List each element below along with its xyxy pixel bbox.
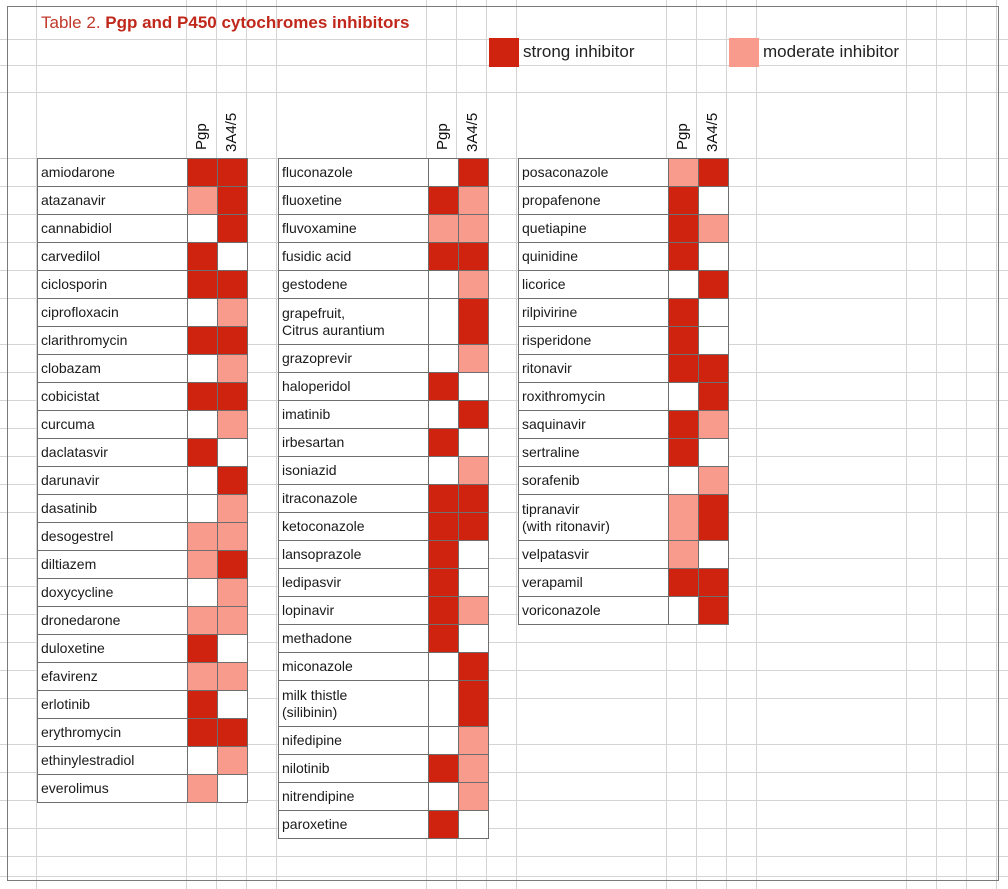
pgp-inhibition-cell[interactable] — [668, 410, 699, 439]
drug-name: erlotinib — [41, 696, 91, 712]
drug-name-cell[interactable] — [278, 754, 429, 783]
table-title-prefix: Table 2. — [41, 13, 106, 32]
pgp-inhibition-cell[interactable] — [187, 214, 218, 243]
drug-name: sorafenib — [522, 472, 580, 488]
pgp-inhibition-cell[interactable] — [428, 456, 459, 485]
cyp3a4-inhibition-cell[interactable] — [458, 484, 489, 513]
drug-name: clobazam — [41, 360, 101, 376]
cyp3a4-inhibition-cell[interactable] — [458, 400, 489, 429]
drug-name-cell[interactable] — [37, 438, 188, 467]
table-title — [41, 13, 409, 33]
cyp3a4-inhibition-cell[interactable] — [217, 158, 248, 187]
drug-name-cell[interactable] — [518, 596, 669, 625]
cyp3a4-inhibition-cell[interactable] — [458, 186, 489, 215]
pgp-inhibition-cell[interactable] — [668, 382, 699, 411]
pgp-inhibition-cell[interactable] — [187, 578, 218, 607]
drug-name-cell[interactable] — [278, 298, 429, 345]
drug-name: duloxetine — [41, 640, 105, 656]
cyp3a4-inhibition-cell[interactable] — [217, 522, 248, 551]
pgp-inhibition-cell[interactable] — [428, 810, 459, 839]
drug-name-cell[interactable] — [278, 540, 429, 569]
cyp3a4-inhibition-cell[interactable] — [458, 344, 489, 373]
drug-name: propafenone — [522, 192, 601, 208]
pgp-inhibition-cell[interactable] — [187, 410, 218, 439]
column-header-pgp: Pgp — [434, 123, 451, 150]
pgp-inhibition-cell[interactable] — [428, 568, 459, 597]
pgp-inhibition-cell[interactable] — [187, 298, 218, 327]
pgp-inhibition-cell[interactable] — [428, 484, 459, 513]
drug-name-cell[interactable] — [37, 270, 188, 299]
cyp3a4-inhibition-cell[interactable] — [217, 550, 248, 579]
pgp-inhibition-cell[interactable] — [187, 746, 218, 775]
drug-name: dasatinib — [41, 500, 98, 516]
drug-name: darunavir — [41, 472, 100, 488]
drug-name-cell[interactable] — [278, 680, 429, 727]
cyp3a4-inhibition-cell[interactable] — [458, 158, 489, 187]
cyp3a4-inhibition-cell[interactable] — [458, 624, 489, 653]
drug-name: fluvoxamine — [282, 220, 357, 236]
pgp-inhibition-cell[interactable] — [187, 158, 218, 187]
drug-name-cell[interactable] — [518, 326, 669, 355]
drug-name-cell[interactable] — [518, 242, 669, 271]
drug-name-cell[interactable] — [518, 214, 669, 243]
cyp3a4-inhibition-cell[interactable] — [458, 596, 489, 625]
pgp-inhibition-cell[interactable] — [668, 596, 699, 625]
drug-name: desogestrel — [41, 528, 114, 544]
pgp-inhibition-cell[interactable] — [187, 270, 218, 299]
drug-name: clarithromycin — [41, 332, 128, 348]
pgp-inhibition-cell[interactable] — [428, 344, 459, 373]
drug-name: posaconazole — [522, 164, 609, 180]
cyp3a4-inhibition-cell[interactable] — [698, 540, 729, 569]
cyp3a4-inhibition-cell[interactable] — [458, 652, 489, 681]
pgp-inhibition-cell[interactable] — [187, 466, 218, 495]
drug-name-cell[interactable] — [278, 596, 429, 625]
pgp-inhibition-cell[interactable] — [187, 382, 218, 411]
drug-name: fusidic acid — [282, 248, 352, 264]
drug-name-cell[interactable] — [518, 354, 669, 383]
drug-name-cell[interactable] — [37, 466, 188, 495]
cyp3a4-inhibition-cell[interactable] — [698, 438, 729, 467]
cyp3a4-inhibition-cell[interactable] — [698, 158, 729, 187]
drug-name-cell[interactable] — [278, 456, 429, 485]
drug-name: ledipasvir — [282, 574, 342, 590]
drug-name-cell[interactable] — [37, 214, 188, 243]
cyp3a4-inhibition-cell[interactable] — [217, 634, 248, 663]
drug-name-cell[interactable] — [37, 354, 188, 383]
drug-name-line2: (silibinin) — [282, 703, 338, 720]
pgp-inhibition-cell[interactable] — [668, 466, 699, 495]
drug-name-cell[interactable] — [278, 270, 429, 299]
drug-name: fluoxetine — [282, 192, 342, 208]
drug-name: cannabidiol — [41, 220, 112, 236]
drug-name: milk thistle — [282, 686, 348, 703]
cyp3a4-inhibition-cell[interactable] — [458, 726, 489, 755]
cyp3a4-inhibition-cell[interactable] — [217, 186, 248, 215]
pgp-inhibition-cell[interactable] — [668, 354, 699, 383]
drug-name-cell[interactable] — [518, 298, 669, 327]
drug-name-cell[interactable] — [37, 298, 188, 327]
pgp-inhibition-cell[interactable] — [668, 326, 699, 355]
drug-name-line2: (with ritonavir) — [522, 517, 610, 534]
drug-name: imatinib — [282, 406, 331, 422]
cyp3a4-inhibition-cell[interactable] — [217, 718, 248, 747]
drug-name-cell[interactable] — [518, 410, 669, 439]
drug-name: quetiapine — [522, 220, 587, 236]
drug-name: miconazole — [282, 658, 353, 674]
drug-name: curcuma — [41, 416, 95, 432]
cyp3a4-inhibition-cell[interactable] — [217, 214, 248, 243]
cyp3a4-inhibition-cell[interactable] — [458, 242, 489, 271]
cyp3a4-inhibition-cell[interactable] — [698, 568, 729, 597]
drug-name-cell[interactable] — [278, 652, 429, 681]
drug-name: quinidine — [522, 248, 579, 264]
drug-name: lansoprazole — [282, 546, 362, 562]
pgp-inhibition-cell[interactable] — [668, 568, 699, 597]
cyp3a4-inhibition-cell[interactable] — [698, 382, 729, 411]
drug-name: licorice — [522, 276, 566, 292]
drug-name-cell[interactable] — [518, 438, 669, 467]
cyp3a4-inhibition-cell[interactable] — [217, 606, 248, 635]
pgp-inhibition-cell[interactable] — [187, 634, 218, 663]
drug-name-cell[interactable] — [37, 690, 188, 719]
pgp-inhibition-cell[interactable] — [668, 158, 699, 187]
drug-name-cell[interactable] — [37, 662, 188, 691]
pgp-inhibition-cell[interactable] — [428, 652, 459, 681]
drug-name-cell[interactable] — [518, 540, 669, 569]
drug-name: risperidone — [522, 332, 592, 348]
pgp-inhibition-cell[interactable] — [428, 428, 459, 457]
drug-name-cell[interactable] — [37, 382, 188, 411]
column-header-pgp: Pgp — [193, 123, 210, 150]
pgp-inhibition-cell[interactable] — [428, 596, 459, 625]
cyp3a4-inhibition-cell[interactable] — [458, 512, 489, 541]
pgp-inhibition-cell[interactable] — [428, 214, 459, 243]
pgp-inhibition-cell[interactable] — [187, 242, 218, 271]
drug-name-cell[interactable] — [37, 634, 188, 663]
cyp3a4-inhibition-cell[interactable] — [217, 466, 248, 495]
drug-name-cell[interactable] — [37, 410, 188, 439]
drug-name: dronedarone — [41, 612, 121, 628]
cyp3a4-inhibition-cell[interactable] — [698, 410, 729, 439]
drug-name: doxycycline — [41, 584, 114, 600]
cyp3a4-inhibition-cell[interactable] — [698, 494, 729, 541]
drug-name: cobicistat — [41, 388, 100, 404]
pgp-inhibition-cell[interactable] — [428, 242, 459, 271]
drug-name: verapamil — [522, 574, 583, 590]
pgp-inhibition-cell[interactable] — [428, 298, 459, 345]
cyp3a4-inhibition-cell[interactable] — [698, 242, 729, 271]
drug-name-cell[interactable] — [37, 186, 188, 215]
pgp-inhibition-cell[interactable] — [187, 494, 218, 523]
drug-name: nifedipine — [282, 732, 342, 748]
cyp3a4-inhibition-cell[interactable] — [698, 354, 729, 383]
cyp3a4-inhibition-cell[interactable] — [458, 568, 489, 597]
drug-name-cell[interactable] — [37, 158, 188, 187]
drug-name-cell[interactable] — [37, 522, 188, 551]
cyp3a4-inhibition-cell[interactable] — [458, 372, 489, 401]
pgp-inhibition-cell[interactable] — [668, 214, 699, 243]
pgp-inhibition-cell[interactable] — [187, 354, 218, 383]
drug-name: fluconazole — [282, 164, 353, 180]
drug-name: ciclosporin — [41, 276, 108, 292]
cyp3a4-inhibition-cell[interactable] — [458, 540, 489, 569]
drug-name: erythromycin — [41, 724, 122, 740]
drug-name-cell[interactable] — [278, 372, 429, 401]
pgp-inhibition-cell[interactable] — [668, 186, 699, 215]
cyp3a4-inhibition-cell[interactable] — [458, 298, 489, 345]
drug-name-cell[interactable] — [278, 344, 429, 373]
drug-name: ciprofloxacin — [41, 304, 119, 320]
column-header-pgp: Pgp — [674, 123, 691, 150]
pgp-inhibition-cell[interactable] — [668, 270, 699, 299]
drug-name: ritonavir — [522, 360, 572, 376]
cyp3a4-inhibition-cell[interactable] — [698, 270, 729, 299]
pgp-inhibition-cell[interactable] — [428, 512, 459, 541]
cyp3a4-inhibition-cell[interactable] — [458, 214, 489, 243]
cyp3a4-inhibition-cell[interactable] — [217, 354, 248, 383]
legend-strong-label: strong inhibitor — [523, 42, 635, 61]
cyp3a4-inhibition-cell[interactable] — [698, 298, 729, 327]
drug-name: voriconazole — [522, 602, 601, 618]
drug-name-cell[interactable] — [278, 726, 429, 755]
drug-name-cell[interactable] — [278, 810, 429, 839]
drug-name: roxithromycin — [522, 388, 606, 404]
drug-name: daclatasvir — [41, 444, 108, 460]
legend-moderate-label: moderate inhibitor — [763, 42, 900, 61]
pgp-inhibition-cell[interactable] — [187, 718, 218, 747]
drug-name: atazanavir — [41, 192, 106, 208]
drug-name-cell[interactable] — [518, 568, 669, 597]
drug-name-cell[interactable] — [518, 270, 669, 299]
table-title-main: Pgp and P450 cytochromes inhibitors — [105, 13, 410, 32]
legend-moderate-swatch — [729, 38, 759, 67]
drug-name: irbesartan — [282, 434, 345, 450]
pgp-inhibition-cell[interactable] — [187, 690, 218, 719]
pgp-inhibition-cell[interactable] — [187, 186, 218, 215]
cyp3a4-inhibition-cell[interactable] — [217, 410, 248, 439]
cyp3a4-inhibition-cell[interactable] — [217, 298, 248, 327]
pgp-inhibition-cell[interactable] — [428, 540, 459, 569]
cyp3a4-inhibition-cell[interactable] — [458, 754, 489, 783]
drug-name: nitrendipine — [282, 788, 355, 804]
drug-name-cell[interactable] — [37, 718, 188, 747]
drug-name-cell[interactable] — [278, 568, 429, 597]
drug-name: haloperidol — [282, 378, 351, 394]
drug-name-cell[interactable] — [518, 382, 669, 411]
cyp3a4-inhibition-cell[interactable] — [217, 270, 248, 299]
pgp-inhibition-cell[interactable] — [668, 494, 699, 541]
cyp3a4-inhibition-cell[interactable] — [217, 326, 248, 355]
drug-name-cell[interactable] — [518, 158, 669, 187]
pgp-inhibition-cell[interactable] — [668, 298, 699, 327]
drug-name-cell[interactable] — [37, 578, 188, 607]
cyp3a4-inhibition-cell[interactable] — [217, 746, 248, 775]
pgp-inhibition-cell[interactable] — [187, 326, 218, 355]
cyp3a4-inhibition-cell[interactable] — [217, 382, 248, 411]
drug-name-cell[interactable] — [37, 746, 188, 775]
drug-name-cell[interactable] — [278, 214, 429, 243]
cyp3a4-inhibition-cell[interactable] — [458, 680, 489, 727]
cyp3a4-inhibition-cell[interactable] — [458, 270, 489, 299]
drug-name: grapefruit, — [282, 304, 346, 321]
drug-name-cell[interactable] — [278, 186, 429, 215]
pgp-inhibition-cell[interactable] — [668, 438, 699, 467]
drug-name: carvedilol — [41, 248, 101, 264]
pgp-inhibition-cell[interactable] — [428, 754, 459, 783]
column-header-cyp3a4: 3A4/5 — [223, 112, 240, 152]
drug-name: sertraline — [522, 444, 580, 460]
drug-name: tipranavir — [522, 500, 580, 517]
cyp3a4-inhibition-cell[interactable] — [698, 186, 729, 215]
drug-name: methadone — [282, 630, 353, 646]
cyp3a4-inhibition-cell[interactable] — [217, 774, 248, 803]
drug-name-cell[interactable] — [278, 158, 429, 187]
pgp-inhibition-cell[interactable] — [187, 606, 218, 635]
column-header-cyp3a4: 3A4/5 — [704, 112, 721, 152]
drug-name-cell[interactable] — [37, 606, 188, 635]
drug-name-cell[interactable] — [37, 550, 188, 579]
drug-name: paroxetine — [282, 816, 348, 832]
pgp-inhibition-cell[interactable] — [428, 624, 459, 653]
pgp-inhibition-cell[interactable] — [187, 774, 218, 803]
cyp3a4-inhibition-cell[interactable] — [458, 810, 489, 839]
legend-strong-swatch — [489, 38, 519, 67]
drug-name-cell[interactable] — [278, 428, 429, 457]
cyp3a4-inhibition-cell[interactable] — [698, 326, 729, 355]
pgp-inhibition-cell[interactable] — [187, 662, 218, 691]
drug-name-cell[interactable] — [518, 186, 669, 215]
cyp3a4-inhibition-cell[interactable] — [458, 428, 489, 457]
cyp3a4-inhibition-cell[interactable] — [217, 690, 248, 719]
drug-name-cell[interactable] — [278, 242, 429, 271]
pgp-inhibition-cell[interactable] — [428, 186, 459, 215]
drug-name: nilotinib — [282, 760, 330, 776]
cyp3a4-inhibition-cell[interactable] — [217, 242, 248, 271]
pgp-inhibition-cell[interactable] — [428, 400, 459, 429]
column-header-cyp3a4: 3A4/5 — [464, 112, 481, 152]
drug-name: diltiazem — [41, 556, 97, 572]
drug-name: itraconazole — [282, 490, 358, 506]
drug-name-cell[interactable] — [37, 242, 188, 271]
pgp-inhibition-cell[interactable] — [428, 270, 459, 299]
drug-name-line2: Citrus aurantium — [282, 321, 385, 338]
drug-name-cell[interactable] — [278, 484, 429, 513]
cyp3a4-inhibition-cell[interactable] — [458, 782, 489, 811]
pgp-inhibition-cell[interactable] — [428, 782, 459, 811]
drug-name-cell[interactable] — [518, 466, 669, 495]
cyp3a4-inhibition-cell[interactable] — [698, 466, 729, 495]
pgp-inhibition-cell[interactable] — [428, 158, 459, 187]
drug-name: isoniazid — [282, 462, 337, 478]
drug-name-cell[interactable] — [278, 512, 429, 541]
cyp3a4-inhibition-cell[interactable] — [217, 494, 248, 523]
drug-name: rilpivirine — [522, 304, 578, 320]
drug-name-cell[interactable] — [37, 326, 188, 355]
drug-name: ethinylestradiol — [41, 752, 135, 768]
drug-name: ketoconazole — [282, 518, 365, 534]
cyp3a4-inhibition-cell[interactable] — [217, 662, 248, 691]
drug-name: lopinavir — [282, 602, 335, 618]
pgp-inhibition-cell[interactable] — [187, 522, 218, 551]
pgp-inhibition-cell[interactable] — [187, 550, 218, 579]
drug-name: everolimus — [41, 780, 109, 796]
drug-name-cell[interactable] — [278, 624, 429, 653]
drug-name: amiodarone — [41, 164, 115, 180]
pgp-inhibition-cell[interactable] — [428, 680, 459, 727]
pgp-inhibition-cell[interactable] — [187, 438, 218, 467]
drug-name-cell[interactable] — [518, 494, 669, 541]
drug-name: velpatasvir — [522, 546, 589, 562]
drug-name: saquinavir — [522, 416, 586, 432]
cyp3a4-inhibition-cell[interactable] — [698, 214, 729, 243]
cyp3a4-inhibition-cell[interactable] — [217, 438, 248, 467]
drug-name: grazoprevir — [282, 350, 353, 366]
drug-name-cell[interactable] — [37, 774, 188, 803]
pgp-inhibition-cell[interactable] — [428, 726, 459, 755]
drug-name-cell[interactable] — [278, 782, 429, 811]
pgp-inhibition-cell[interactable] — [668, 242, 699, 271]
pgp-inhibition-cell[interactable] — [668, 540, 699, 569]
drug-name-cell[interactable] — [278, 400, 429, 429]
drug-name-cell[interactable] — [37, 494, 188, 523]
drug-name: gestodene — [282, 276, 348, 292]
cyp3a4-inhibition-cell[interactable] — [458, 456, 489, 485]
pgp-inhibition-cell[interactable] — [428, 372, 459, 401]
drug-name: efavirenz — [41, 668, 98, 684]
cyp3a4-inhibition-cell[interactable] — [698, 596, 729, 625]
cyp3a4-inhibition-cell[interactable] — [217, 578, 248, 607]
